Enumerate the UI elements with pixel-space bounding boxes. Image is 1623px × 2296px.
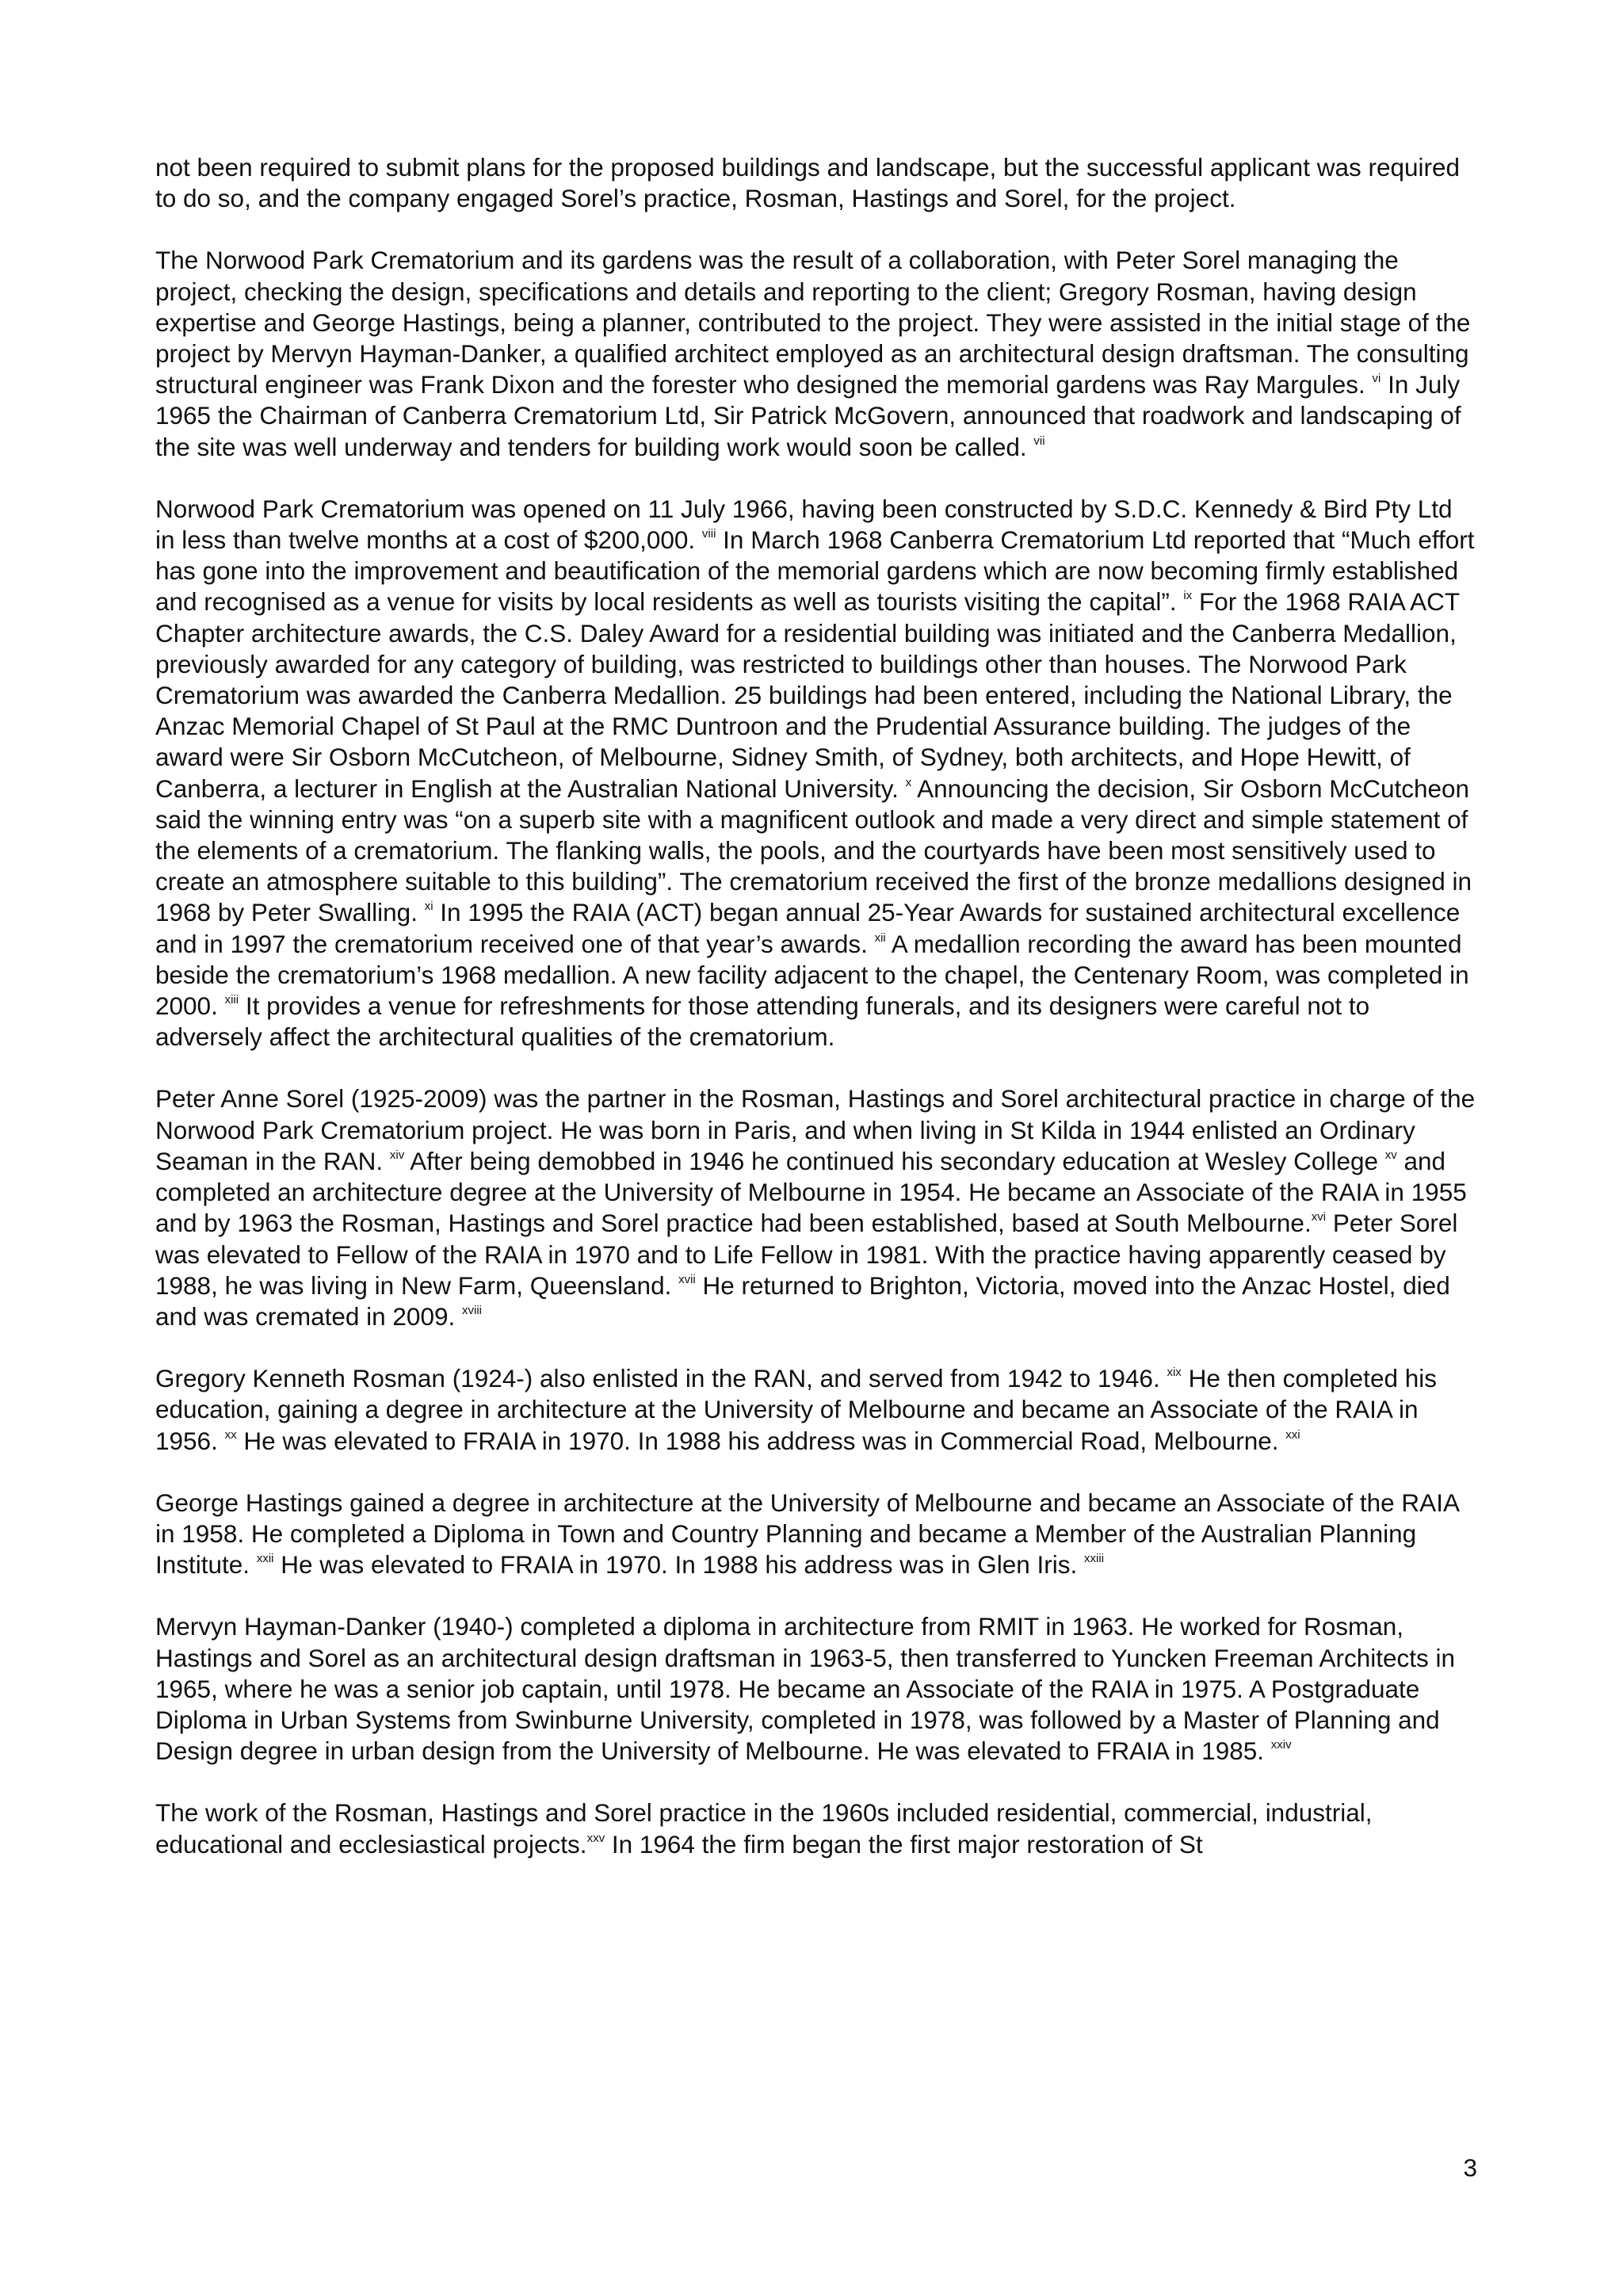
- paragraph-text: The Norwood Park Crematorium and its gardens was the result of a collaboration, with Peter Sorel managing the project, checking the design, specifications and details and reporting to the client; Gregory Rosman, having design expertise and George Hastings, being a planner, contributed to the project. They were assisted in the initial stage of the project by Mervyn Hayman-Danker, a qualified architect employed as an architectural design draftsman. The consulting structural engineer was Frank Dixon and the forester who designed the memorial gardens was Ray Margules.: [155, 246, 1471, 399]
- footnote-reference[interactable]: xviii: [461, 1303, 482, 1317]
- footnote-reference[interactable]: xiv: [389, 1148, 405, 1162]
- footnote-reference[interactable]: viii: [701, 527, 716, 541]
- document-body: [155, 152, 1477, 1891]
- paragraph-text: In 1964 the firm began the first major restoration of St: [605, 1829, 1203, 1859]
- paragraph-text: Peter Anne Sorel (1925-2009) was the partner in the Rosman, Hastings and Sorel architectural practice in charge of the Norwood Park Crematorium project. He was born in Paris, and when living in St Kilda in 1944 enlisted an Ordinary Seaman in the RAN.: [155, 1084, 1476, 1175]
- paragraph: [155, 1797, 1477, 1859]
- paragraph-text: not been required to submit plans for the proposed buildings and landscape, but the successful applicant was required to do so, and the company engaged Sorel’s practice, Rosman, Hastings and Sorel, for the project.: [155, 153, 1461, 213]
- paragraph-text: In 1995 the RAIA (ACT) began annual 25-Year Awards for sustained architectural excellence and in 1997 the crematorium received one of that year’s awards.: [155, 898, 1461, 958]
- footnote-reference[interactable]: xxii: [256, 1552, 274, 1566]
- paragraph-text: He was elevated to FRAIA in 1970. In 1988 his address was in Glen Iris.: [273, 1550, 1085, 1580]
- paragraph-text: Mervyn Hayman-Danker (1940-) completed a diploma in architecture from RMIT in 1963. He worked for Rosman, Hastings and Sorel as an architectural design draftsman in 1963-5, then transferred to Yuncken Freeman Architects in 1965, where he was a senior job captain, until 1978. He became an Associate of the RAIA in 1975. A Postgraduate Diploma in Urban Systems from Swinburne University, completed in 1978, was followed by a Master of Planning and Design degree in urban design from the University of Melbourne. He was elevated to FRAIA in 1985.: [155, 1612, 1456, 1766]
- paragraph-text: After being demobbed in 1946 he continued his secondary education at Wesley College: [404, 1146, 1385, 1175]
- paragraph-text: A medallion recording the award has been mounted beside the crematorium’s 1968 medallion. A new facility adjacent to the chapel, the Centenary Room, was completed in 2000.: [155, 929, 1469, 1021]
- footnote-reference[interactable]: xxiii: [1084, 1552, 1105, 1566]
- paragraph-text: In July 1965 the Chairman of Canberra Crematorium Ltd, Sir Patrick McGovern, announced that roadwork and landscaping of the site was well underway and tenders for building work would soon be called.: [155, 370, 1461, 461]
- paragraph-text: Peter Sorel was elevated to Fellow of the RAIA in 1970 and to Life Fellow in 1981. With the practice having apparently ceased by 1988, he was living in New Farm, Queensland.: [155, 1209, 1458, 1300]
- footnote-reference[interactable]: xi: [424, 900, 433, 914]
- paragraph-text: The work of the Rosman, Hastings and Sorel practice in the 1960s included residential, commercial, industrial, educational and ecclesiastical projects.: [155, 1798, 1373, 1859]
- paragraph: [155, 1611, 1477, 1767]
- paragraph-text: and completed an architecture degree at the University of Melbourne in 1954. He became an Associate of the RAIA in 1955 and by 1963 the Rosman, Hastings and Sorel practice had been established, based at South Melbourne.: [155, 1146, 1467, 1238]
- paragraph: [155, 494, 1477, 1053]
- paragraph-text: He returned to Brighton, Victoria, moved into the Anzac Hostel, died and was cremated in 2009.: [155, 1270, 1450, 1331]
- footnote-reference[interactable]: xxv: [586, 1831, 605, 1845]
- footnote-reference[interactable]: xxiv: [1270, 1738, 1292, 1752]
- paragraph-text: He then completed his education, gaining a degree in architecture at the University of Melbourne and became an Associate of the RAIA in 1956.: [155, 1364, 1437, 1455]
- footnote-reference[interactable]: xxi: [1285, 1427, 1300, 1442]
- footnote-reference[interactable]: ix: [1183, 589, 1193, 603]
- footnote-reference[interactable]: xv: [1384, 1148, 1397, 1162]
- paragraph: [155, 245, 1477, 462]
- paragraph-text: Norwood Park Crematorium was opened on 11 July 1966, having been constructed by S.D.C. Kennedy & Bird Pty Ltd in less than twelve months at a cost of $200,000.: [155, 494, 1453, 555]
- footnote-reference[interactable]: xix: [1167, 1366, 1182, 1380]
- paragraph: [155, 1363, 1477, 1457]
- footnote-reference[interactable]: xiii: [224, 993, 239, 1007]
- paragraph: [155, 1083, 1477, 1332]
- footnote-reference[interactable]: vi: [1372, 372, 1381, 386]
- paragraph-text: Gregory Kenneth Rosman (1924-) also enlisted in the RAN, and served from 1942 to 1946.: [155, 1364, 1167, 1393]
- footnote-reference[interactable]: xvii: [678, 1272, 696, 1286]
- paragraph-text: Announcing the decision, Sir Osborn McCutcheon said the winning entry was “on a superb site with a magnificent outlook and made a very direct and simple statement of the elements of a crematorium. The flanking walls, the pools, and the courtyards have been most sensitively used to create an atmosphere suitable to this building”. The crematorium received the first of the bronze medallions designed in 1968 by Peter Swalling.: [155, 774, 1472, 927]
- page-number: 3: [1463, 2153, 1477, 2182]
- footnote-reference[interactable]: xx: [224, 1427, 237, 1442]
- footnote-reference[interactable]: x: [905, 775, 912, 789]
- footnote-reference[interactable]: xvi: [1311, 1210, 1327, 1224]
- paragraph-text: It provides a venue for refreshments for those attending funerals, and its designers were careful not to adversely affect the architectural qualities of the crematorium.: [155, 991, 1370, 1052]
- paragraph-text: He was elevated to FRAIA in 1970. In 1988 his address was in Commercial Road, Melbourne.: [236, 1426, 1286, 1455]
- paragraph: [155, 152, 1477, 214]
- paragraph-text: George Hastings gained a degree in architecture at the University of Melbourne and became an Associate of the RAIA in 1958. He completed a Diploma in Town and Country Planning and became a Member of the Australian Planning Institute.: [155, 1488, 1459, 1580]
- footnote-reference[interactable]: xii: [874, 930, 886, 945]
- paragraph-text: For the 1968 RAIA ACT Chapter architecture awards, the C.S. Daley Award for a residential building was initiated and the Canberra Medallion, previously awarded for any category of building, was restricted to buildings other than houses. The Norwood Park Crematorium was awarded the Canberra Medallion. 25 buildings had been entered, including the National Library, the Anzac Memorial Chapel of St Paul at the RMC Duntroon and the Prudential Assurance building. The judges of the award were Sir Osborn McCutcheon, of Melbourne, Sidney Smith, of Sydney, both architects, and Hope Hewitt, of Canberra, a lecturer in English at the Australian National University.: [155, 587, 1460, 803]
- paragraph-text: In March 1968 Canberra Crematorium Ltd reported that “Much effort has gone into the improvement and beautification of the memorial gardens which are now becoming firmly established and recognised as a venue for visits by local residents as well as tourists visiting the capital”.: [155, 525, 1475, 617]
- footnote-reference[interactable]: vii: [1033, 434, 1045, 448]
- paragraph: [155, 1488, 1477, 1581]
